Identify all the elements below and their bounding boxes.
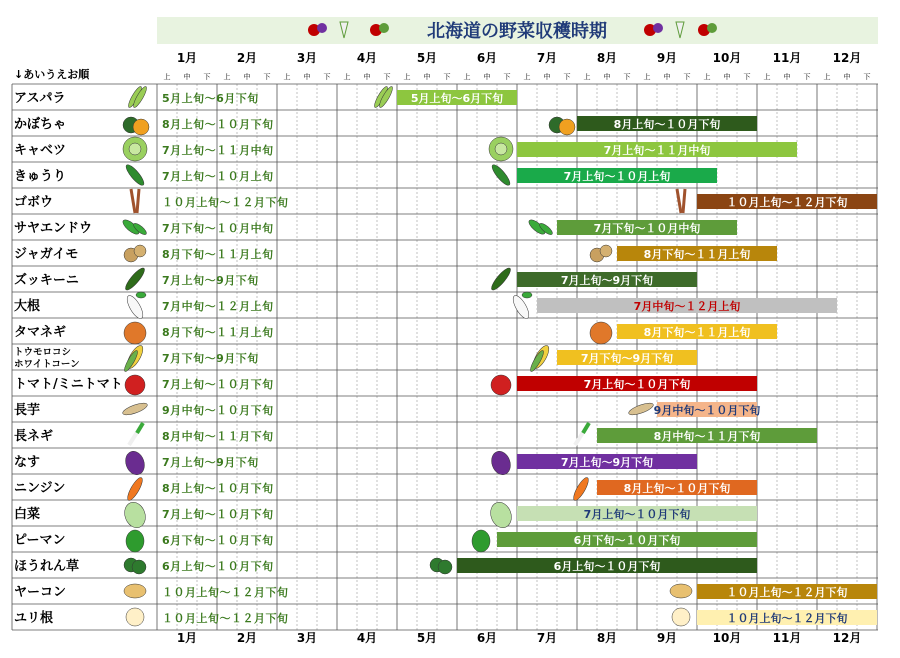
month-footer xyxy=(177,631,862,645)
potato-icon xyxy=(590,245,612,262)
harvest-period-text: １０月上旬～１２月下旬 xyxy=(162,612,289,625)
tomato-icon xyxy=(491,375,511,395)
vegetable-row xyxy=(14,218,737,237)
vegetable-row xyxy=(14,476,757,503)
harvest-bar-label: 5月上旬～6月下旬 xyxy=(410,92,504,105)
vegetable-name: 白菜 xyxy=(14,507,41,522)
vegetable-name: 大根 xyxy=(14,299,41,314)
subdivision-label: 上 xyxy=(583,73,591,81)
harvest-bar-label: 7月上旬～１０月下旬 xyxy=(583,508,691,521)
month-label-bottom: 7月 xyxy=(536,631,558,645)
harvest-bar-label: 7月上旬～9月下旬 xyxy=(560,456,654,469)
vegetable-row xyxy=(14,423,817,445)
vegetable-name: キャベツ xyxy=(14,143,67,158)
corn-icon xyxy=(122,343,145,373)
asparagus-icon xyxy=(372,85,394,109)
subdivision-label: 上 xyxy=(823,73,831,81)
month-label: 12月 xyxy=(832,51,862,65)
vegetable-name: タマネギ xyxy=(14,325,67,340)
month-label: 11月 xyxy=(772,51,802,65)
vegetable-row xyxy=(14,530,757,552)
harvest-bar-label: 7月上旬～9月下旬 xyxy=(560,274,654,287)
harvest-period-text: 9月中旬～１０月下旬 xyxy=(162,404,274,417)
month-label: 3月 xyxy=(296,51,318,65)
peas-icon xyxy=(527,218,554,237)
harvest-period-text: 8月上旬～１０月下旬 xyxy=(162,482,274,495)
harvest-bar-label: １０月上旬～１２月下旬 xyxy=(726,196,848,209)
month-label: 7月 xyxy=(536,51,558,65)
harvest-period-text: 6月下旬～１０月下旬 xyxy=(162,534,274,547)
subdivision-label: 中 xyxy=(303,73,311,81)
harvest-bar-label: 8月下旬～１１月上旬 xyxy=(643,326,751,339)
harvest-bar-label: 8月中旬～１１月下旬 xyxy=(653,430,761,443)
chart-title: 北海道の野菜収穫時期 xyxy=(427,21,607,42)
vegetable-row xyxy=(14,292,837,321)
month-label: 1月 xyxy=(176,51,198,65)
vegetable-name: トマト/ミニトマト xyxy=(14,377,123,392)
harvest-bar-label: １０月上旬～１２月下旬 xyxy=(726,586,848,599)
vegetable-name: ニンジン xyxy=(14,481,66,496)
month-label-bottom: 10月 xyxy=(712,631,742,645)
harvest-period-text: １０月上旬～１２月下旬 xyxy=(162,196,289,209)
month-label-bottom: 4月 xyxy=(356,631,378,645)
subdivision-label: 上 xyxy=(703,73,711,81)
vegetable-row xyxy=(14,85,517,109)
vegetable-name: ヤーコン xyxy=(14,585,67,600)
vegetable-row xyxy=(14,266,697,293)
pumpkin-icon xyxy=(123,117,149,135)
harvest-period-text: 7月中旬～１２月上旬 xyxy=(162,300,274,313)
subdivision-label: 下 xyxy=(863,73,871,81)
month-label: 5月 xyxy=(416,51,438,65)
harvest-bar-label: 7月下旬～9月下旬 xyxy=(580,352,674,365)
subdivision-label: 中 xyxy=(723,73,731,81)
vegetable-name: ピーマン xyxy=(14,533,66,548)
peas-icon xyxy=(121,218,148,237)
eggplant-icon xyxy=(122,449,147,478)
harvest-period-text: 7月上旬～9月下旬 xyxy=(162,274,259,287)
eggplant-icon xyxy=(488,449,513,478)
subdivision-label: 上 xyxy=(223,73,231,81)
vegetable-name: ゴボウ xyxy=(14,195,54,210)
month-label: 10月 xyxy=(712,51,742,65)
harvest-bar-label: 6月下旬～１０月下旬 xyxy=(573,534,681,547)
potato-icon xyxy=(124,245,146,262)
lily-bulb-icon xyxy=(126,608,144,626)
harvest-bar-label: 8月下旬～１１月上旬 xyxy=(643,248,751,261)
subdivision-label: 中 xyxy=(843,73,851,81)
vegetable-name: ほうれん草 xyxy=(14,559,80,574)
harvest-period-text: 8月中旬～１１月下旬 xyxy=(162,430,274,443)
harvest-bar-label: 7月上旬～１０月上旬 xyxy=(563,170,671,183)
pepper-icon xyxy=(472,530,490,552)
harvest-period-text: 7月上旬～１０月下旬 xyxy=(162,508,274,521)
cucumber-icon xyxy=(490,162,513,187)
harvest-period-text: 7月下旬～9月下旬 xyxy=(162,352,259,365)
vegetable-name-2: ホワイトコーン xyxy=(14,359,80,370)
subdivision-label: 下 xyxy=(563,73,571,81)
harvest-bar-label: 7月中旬～１２月上旬 xyxy=(633,300,741,313)
subdivision-label: 下 xyxy=(743,73,751,81)
month-label: 4月 xyxy=(356,51,378,65)
harvest-period-text: 7月上旬～１１月中旬 xyxy=(162,144,274,157)
daikon-icon xyxy=(124,292,146,321)
spinach-icon xyxy=(124,558,146,574)
subdivision-label: 上 xyxy=(463,73,471,81)
vegetable-row xyxy=(14,558,757,574)
harvest-bar-label: 7月下旬～１０月中旬 xyxy=(593,222,701,235)
vegetable-name: 長芋 xyxy=(14,403,41,418)
vegetable-row xyxy=(14,608,877,626)
cabbage-icon xyxy=(489,137,513,161)
daikon-icon xyxy=(510,292,532,321)
harvest-period-text: 8月上旬～１０月下旬 xyxy=(162,118,274,131)
harvest-bar-label: 7月上旬～１０月下旬 xyxy=(583,378,691,391)
subdivision-label: 上 xyxy=(403,73,411,81)
month-label: 6月 xyxy=(476,51,498,65)
zucchini-icon xyxy=(123,266,147,293)
vegetable-rows xyxy=(14,85,877,626)
harvest-period-text: １０月上旬～１２月下旬 xyxy=(162,586,289,599)
month-label-bottom: 9月 xyxy=(656,631,678,645)
month-label-bottom: 5月 xyxy=(416,631,438,645)
pepper-icon xyxy=(126,530,144,552)
vegetable-row xyxy=(14,189,877,213)
vegetable-name: ズッキーニ xyxy=(14,273,79,288)
subdivision-label: 上 xyxy=(343,73,351,81)
subdivision-label: 下 xyxy=(263,73,271,81)
month-label-bottom: 11月 xyxy=(772,631,802,645)
harvest-period-text: 6月上旬～１０月下旬 xyxy=(162,560,274,573)
subdivision-label: 上 xyxy=(283,73,291,81)
subdivision-label: 中 xyxy=(183,73,191,81)
vegetable-row xyxy=(14,449,697,478)
onion-icon xyxy=(590,322,612,344)
burdock-icon xyxy=(131,189,139,213)
zucchini-icon xyxy=(489,266,513,293)
month-label-bottom: 2月 xyxy=(236,631,258,645)
asparagus-icon xyxy=(126,85,148,109)
vegetable-row xyxy=(14,584,877,600)
vegetable-name: 長ネギ xyxy=(14,429,54,444)
vegetable-row xyxy=(14,245,777,262)
subdivision-label: 上 xyxy=(763,73,771,81)
subdivision-label: 下 xyxy=(503,73,511,81)
subdivision-label: 中 xyxy=(603,73,611,81)
subdivision-label: 下 xyxy=(383,73,391,81)
vegetable-name: きゅうり xyxy=(14,169,67,184)
harvest-bar-label: １０月上旬～１２月下旬 xyxy=(726,612,848,625)
harvest-period-text: 8月下旬～１１月上旬 xyxy=(162,326,274,339)
subdivision-label: 中 xyxy=(423,73,431,81)
harvest-period-text: 7月上旬～１０月上旬 xyxy=(162,170,274,183)
month-label: 9月 xyxy=(656,51,678,65)
vegetable-row xyxy=(14,162,717,187)
subdivision-label: 中 xyxy=(243,73,251,81)
cucumber-icon xyxy=(124,162,147,187)
vegetable-row xyxy=(14,401,760,418)
month-label: 8月 xyxy=(596,51,618,65)
subdivision-label: 中 xyxy=(543,73,551,81)
subdivision-label: 下 xyxy=(803,73,811,81)
month-header xyxy=(164,51,871,81)
vegetable-name: かぼちゃ xyxy=(14,117,67,132)
vegetable-name: トウモロコシ xyxy=(14,347,72,358)
vegetable-row xyxy=(14,137,797,161)
month-label-bottom: 8月 xyxy=(596,631,618,645)
subdivision-label: 中 xyxy=(483,73,491,81)
harvest-bar-label: 8月上旬～１０月下旬 xyxy=(613,118,721,131)
subdivision-label: 下 xyxy=(683,73,691,81)
vegetable-name: ユリ根 xyxy=(14,611,54,626)
month-label-bottom: 6月 xyxy=(476,631,498,645)
harvest-bar-label: 8月上旬～１０月下旬 xyxy=(623,482,731,495)
harvest-period-text: 7月下旬～１０月中旬 xyxy=(162,222,274,235)
subdivision-label: 下 xyxy=(323,73,331,81)
subdivision-label: 下 xyxy=(203,73,211,81)
subdivision-label: 中 xyxy=(363,73,371,81)
subdivision-label: 上 xyxy=(523,73,531,81)
harvest-period-text: 7月上旬～１０月下旬 xyxy=(162,378,274,391)
carrot-icon xyxy=(125,476,145,503)
vegetable-name: ジャガイモ xyxy=(14,247,79,262)
subdivision-label: 上 xyxy=(643,73,651,81)
vegetable-name: アスパラ xyxy=(14,91,66,106)
month-label-bottom: 1月 xyxy=(176,631,198,645)
yam-icon xyxy=(627,401,654,417)
subdivision-label: 中 xyxy=(663,73,671,81)
subdivision-label: 下 xyxy=(443,73,451,81)
subdivision-label: 上 xyxy=(163,73,171,81)
yacon-icon xyxy=(124,584,146,598)
month-label: 2月 xyxy=(236,51,258,65)
tomato-icon xyxy=(125,375,145,395)
burdock-icon xyxy=(677,189,685,213)
onion-icon xyxy=(124,322,146,344)
month-label-bottom: 3月 xyxy=(296,631,318,645)
vegetable-name: なす xyxy=(14,455,41,470)
vegetable-name: サヤエンドウ xyxy=(14,221,93,236)
vegetable-row xyxy=(14,116,757,135)
sort-label: ↓あいうえお順 xyxy=(14,68,90,81)
carrot-icon xyxy=(571,476,591,503)
lily-bulb-icon xyxy=(672,608,690,626)
harvest-period-text: 8月下旬～１１月上旬 xyxy=(162,248,274,261)
subdivision-label: 下 xyxy=(623,73,631,81)
vegetable-row xyxy=(14,375,757,395)
spinach-icon xyxy=(430,558,452,574)
vegetable-row xyxy=(14,322,777,344)
vegetable-row xyxy=(14,343,697,373)
leek-icon xyxy=(129,423,143,445)
yacon-icon xyxy=(670,584,692,598)
month-label-bottom: 12月 xyxy=(832,631,862,645)
harvest-period-text: 5月上旬～6月下旬 xyxy=(162,92,259,105)
cabbage-icon xyxy=(123,137,147,161)
corn-icon xyxy=(528,343,551,373)
subdivision-label: 中 xyxy=(783,73,791,81)
harvest-period-text: 7月上旬～9月下旬 xyxy=(162,456,259,469)
yam-icon xyxy=(121,401,148,417)
harvest-bar-label: 6月上旬～１０月下旬 xyxy=(553,560,661,573)
harvest-bar-label: 7月上旬～１１月中旬 xyxy=(603,144,711,157)
pumpkin-icon xyxy=(549,117,575,135)
harvest-bar-label: 9月中旬～１０月下旬 xyxy=(653,404,761,417)
